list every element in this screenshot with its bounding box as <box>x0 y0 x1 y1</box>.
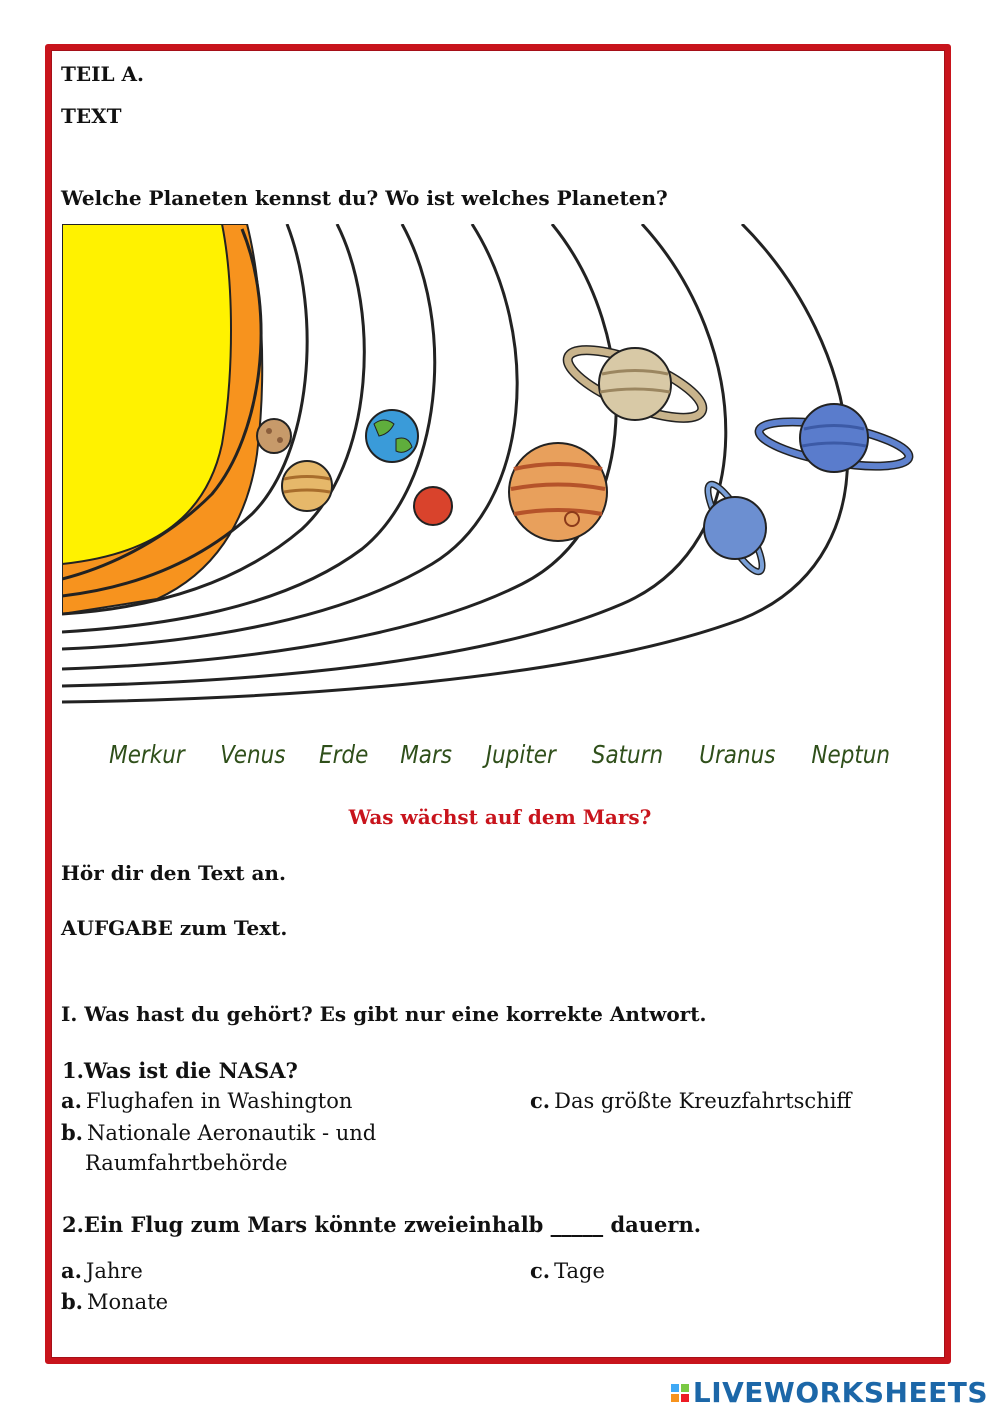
logo-mark-icon <box>671 1384 689 1402</box>
option-text: Monate <box>87 1290 169 1314</box>
logo-text: LIVEWORKSHEETS <box>692 1376 988 1409</box>
option-letter: c. <box>530 1258 551 1283</box>
task-heading: AUFGABE zum Text. <box>61 916 288 940</box>
option-text: Nationale Aeronautik - und <box>87 1121 377 1145</box>
option-text: Tage <box>554 1259 605 1283</box>
question-2: 2.Ein Flug zum Mars könnte zweieinhalb _____ dauern. <box>62 1212 702 1237</box>
q2-option-b[interactable] <box>61 1289 168 1314</box>
planet-word-bank <box>0 740 1000 769</box>
q1-option-a[interactable] <box>61 1088 352 1113</box>
planets-question: Welche Planeten kennst du? Wo ist welches Planeten? <box>61 186 668 210</box>
planet-name: Neptun <box>811 740 891 769</box>
q1-option-b[interactable] <box>61 1120 376 1145</box>
planet-name: Venus <box>220 740 286 769</box>
planet-name: Uranus <box>698 740 776 769</box>
liveworksheets-logo <box>671 1376 988 1409</box>
question-1: 1.Was ist die NASA? <box>62 1058 298 1083</box>
section-label: TEXT <box>61 104 122 128</box>
planet-name: Erde <box>318 740 369 769</box>
planet-name: Mars <box>400 740 453 769</box>
q2-option-c[interactable] <box>530 1258 605 1283</box>
option-letter: b. <box>61 1120 83 1145</box>
listen-instruction: Hör dir den Text an. <box>61 861 286 885</box>
solar-system-illustration <box>62 224 942 714</box>
option-letter: a. <box>61 1258 82 1283</box>
option-letter: a. <box>61 1088 82 1113</box>
q2-option-a[interactable] <box>61 1258 143 1283</box>
option-text: Jahre <box>85 1259 143 1283</box>
option-letter: c. <box>530 1088 551 1113</box>
option-text: Flughafen in Washington <box>85 1089 353 1113</box>
q1-option-c[interactable] <box>530 1088 851 1113</box>
option-text: Das größte Kreuzfahrtschiff <box>554 1089 852 1113</box>
option-letter: b. <box>61 1289 83 1314</box>
planet-name: Jupiter <box>485 740 557 769</box>
q1-option-b-continued: Raumfahrtbehörde <box>85 1151 288 1175</box>
exercise-heading: I. Was hast du gehört? Es gibt nur eine korrekte Antwort. <box>61 1002 707 1026</box>
planet-name: Saturn <box>591 740 663 769</box>
planet-name: Merkur <box>109 740 186 769</box>
part-label: TEIL A. <box>61 62 144 86</box>
text-title: Was wächst auf dem Mars? <box>348 805 652 829</box>
